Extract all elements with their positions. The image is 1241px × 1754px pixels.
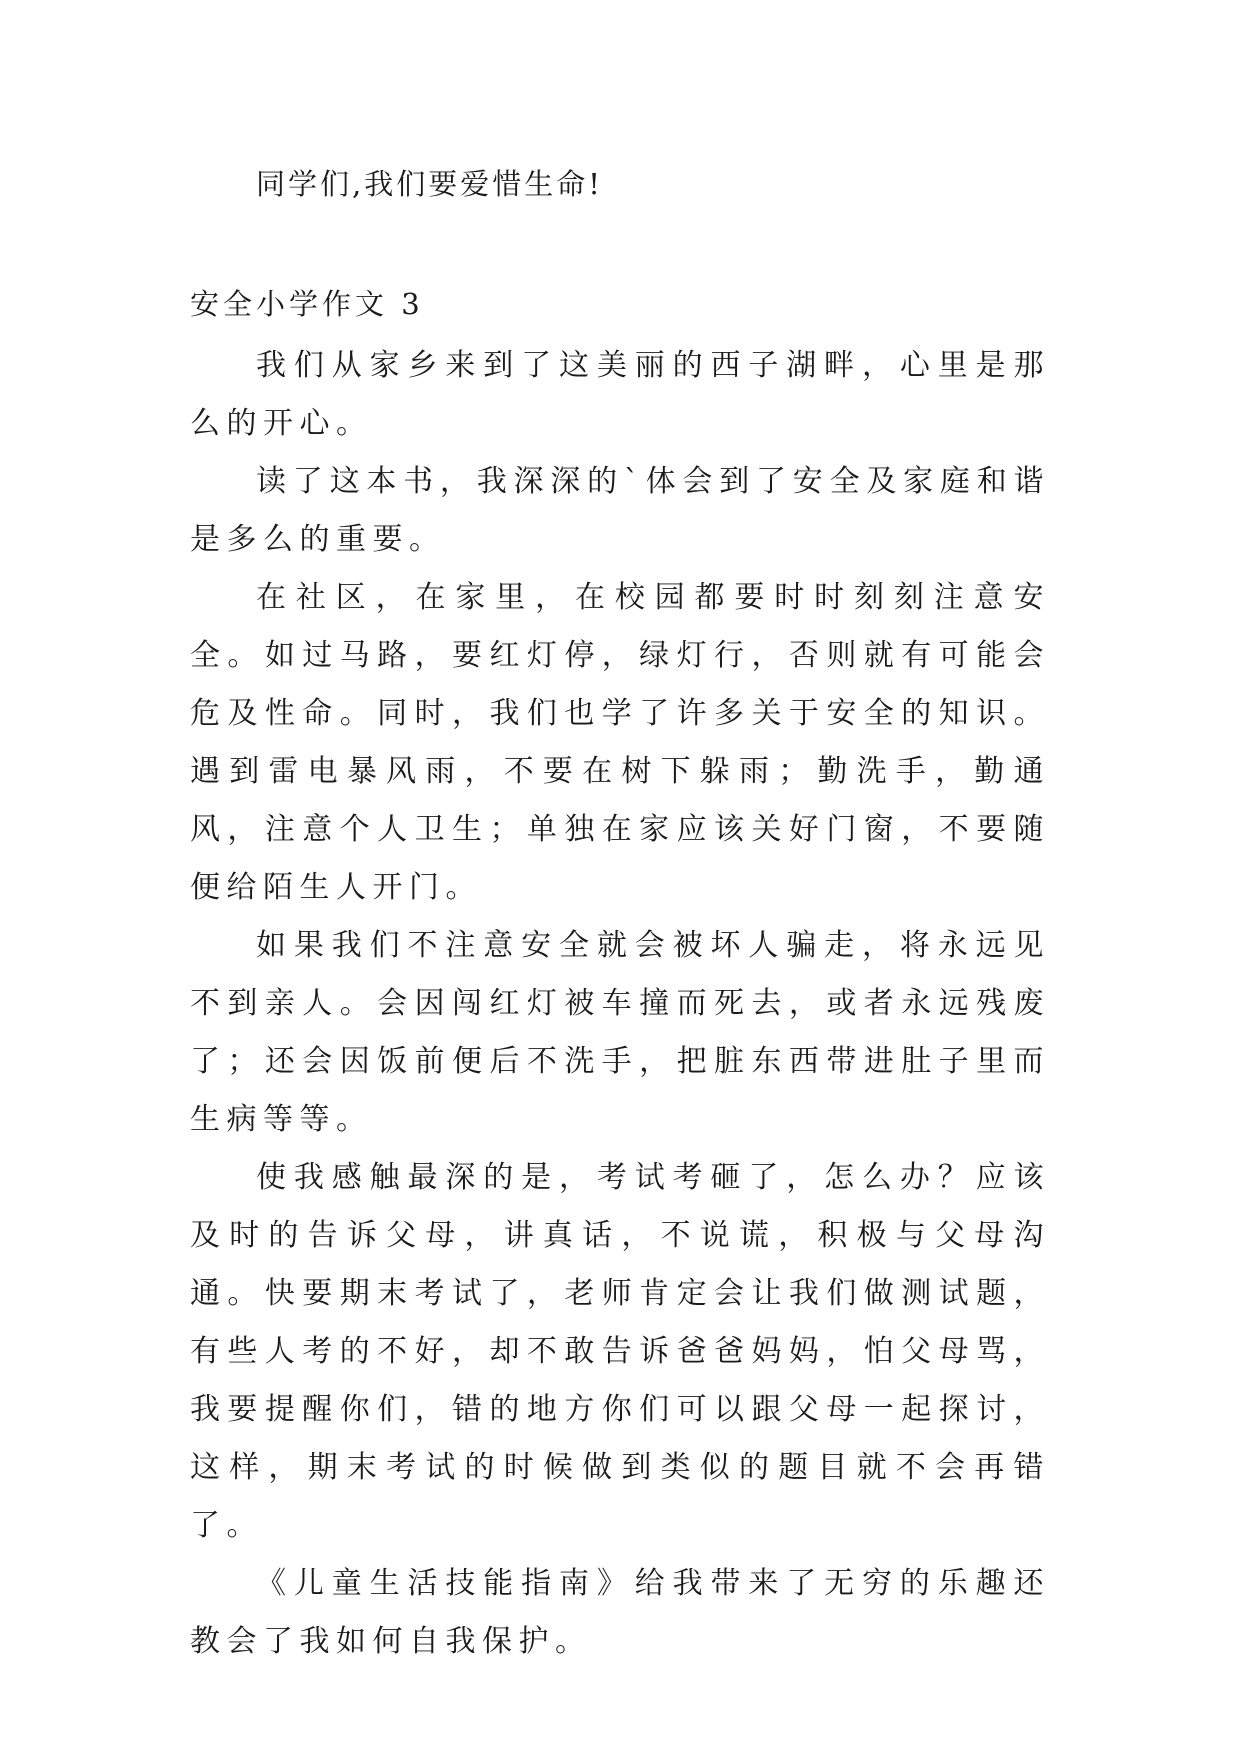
- paragraph: 在社区，在家里，在校园都要时时刻刻注意安全。如过马路，要红灯停，绿灯行，否则就有可能会危及性命。同时，我们也学了许多关于安全的知识。遇到雷电暴风雨，不要在树下躲雨；勤洗手，勤通风，注意个人卫生；单独在家应该关好门窗，不要随便给陌生人开门。: [190, 580, 1050, 905]
- paragraph: 使我感触最深的是，考试考砸了，怎么办？应该及时的告诉父母，讲真话，不说谎，积极与父母沟通。快要期末考试了，老师肯定会让我们做测试题，有些人考的不好，却不敢告诉爸爸妈妈，怕父母骂，我要提醒你们，错的地方你们可以跟父母一起探讨，这样，期末考试的时候做到类似的题目就不会再错了。: [190, 1160, 1050, 1543]
- paragraph: 读了这本书，我深深的`体会到了安全及家庭和谐是多么的重要。: [190, 464, 1050, 557]
- essay-body: [190, 337, 1050, 1671]
- paragraph: 我们从家乡来到了这美丽的西子湖畔，心里是那么的开心。: [190, 348, 1050, 441]
- closing-line: 同学们,我们要爱惜生命!: [256, 167, 603, 201]
- paragraph: 如果我们不注意安全就会被坏人骗走，将永远见不到亲人。会因闯红灯被车撞而死去，或者永远残废了；还会因饭前便后不洗手，把脏东西带进肚子里而生病等等。: [190, 928, 1050, 1137]
- paragraph: 《儿童生活技能指南》给我带来了无穷的乐趣还教会了我如何自我保护。: [190, 1566, 1050, 1659]
- section-title: 安全小学作文 3: [190, 287, 424, 321]
